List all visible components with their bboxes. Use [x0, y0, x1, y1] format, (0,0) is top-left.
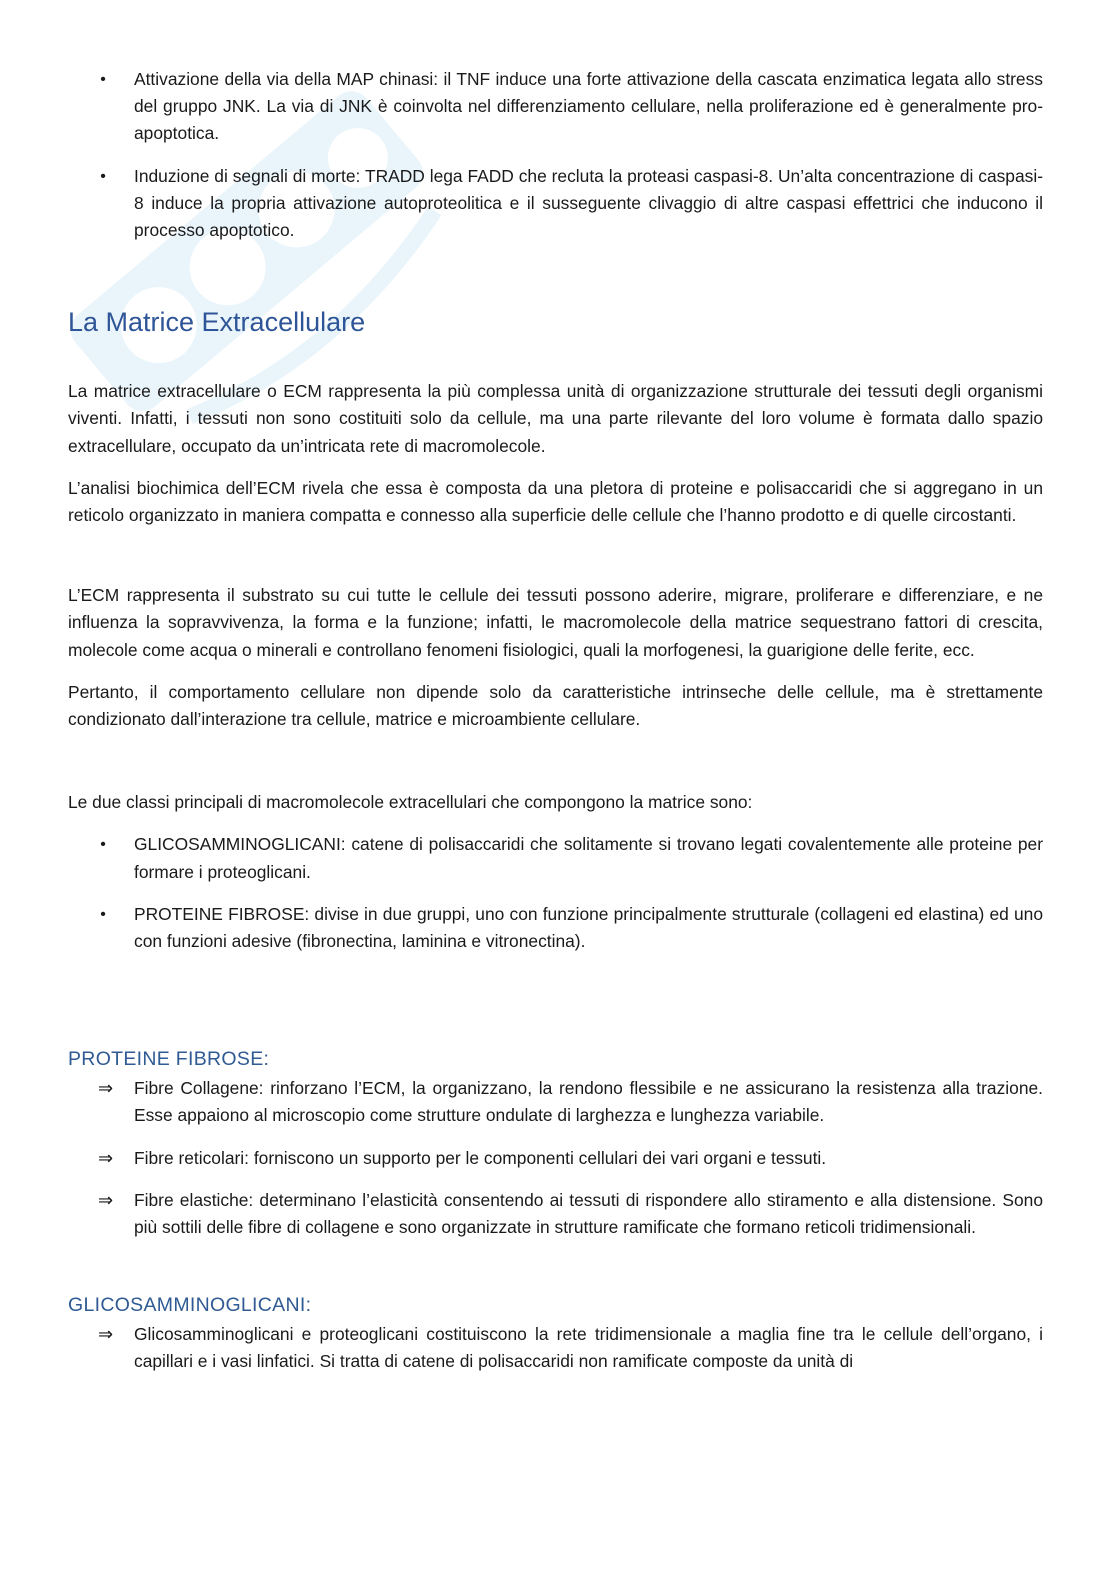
paragraph: L’ECM rappresenta il substrato su cui tutte le cellule dei tessuti possono aderire, migrare, proliferare e differenziare, e ne influenza la sopravvivenza, la forma e la funzione; infatti, le macromolecole della matrice sequestrano fattori di crescita, molecole come acqua o minerali e controllano fenomeni fisiologici, quali la morfogenesi, la guarigione delle ferite, ecc.	[68, 585, 1043, 660]
list-item-text: Attivazione della via della MAP chinasi: il TNF induce una forte attivazione della cascata enzimatica legata allo stress del gruppo JNK. La via di JNK è coinvolta nel differenziamento cellulare, nella proliferazione ed è generalmente pro-apoptotica.	[134, 69, 1043, 144]
top-bullet-list	[68, 66, 1043, 244]
list-item-text: GLICOSAMMINOGLICANI: catene di polisaccaridi che solitamente si trovano legati covalentemente alle proteine per formare i proteoglicani.	[134, 834, 1043, 882]
paragraph: Pertanto, il comportamento cellulare non dipende solo da caratteristiche intrinseche delle cellule, ma è strettamente condizionato dall’interazione tra cellule, matrice e microambiente cellulare.	[68, 681, 1043, 730]
arrow-icon: ⇒	[98, 1147, 114, 1168]
list-item	[68, 1075, 1043, 1129]
list-item	[68, 831, 1043, 885]
list-item-text: Fibre Collagene: rinforzano l’ECM, la organizzano, la rendono flessibile e ne assicurano la resistenza alla trazione. Esse appaiono al microscopio come strutture ondulate di larghezza e lunghezza variabile.	[134, 1078, 1043, 1126]
bullet-icon: •	[100, 836, 106, 854]
paragraph: L’analisi biochimica dell’ECM rivela che essa è composta da una pletora di proteine e polisaccaridi che si aggregano in un reticolo organizzato in maniera compatta e connesso alla superficie delle cellule che l’hanno prodotto e di quelle circostanti.	[68, 477, 1043, 526]
list-item	[68, 66, 1043, 148]
paragraph: La matrice extracellulare o ECM rappresenta la più complessa unità di organizzazione strutturale dei tessuti degli organismi viventi. Infatti, i tessuti non sono costituiti solo da cellule, ma una parte rilevante del loro volume è formata dallo spazio extracellulare, occupato da un’intricata rete di macromolecole.	[68, 381, 1043, 456]
bullet-icon: •	[100, 167, 106, 185]
list-item-text: PROTEINE FIBROSE: divise in due gruppi, uno con funzione principalmente strutturale (collageni ed elastina) ed uno con funzioni adesive (fibronectina, laminina e vitronectina).	[134, 903, 1043, 952]
list-item	[68, 901, 1043, 955]
subsection-title-glicos: GLICOSAMMINOGLICANI:	[68, 1294, 312, 1317]
classes-bullet-list	[68, 831, 1043, 955]
paragraph: Le due classi principali di macromolecole extracellulari che compongono la matrice sono:	[68, 792, 753, 813]
list-item	[68, 1321, 1043, 1375]
arrow-icon: ⇒	[98, 1078, 114, 1099]
glicos-list	[68, 1321, 1043, 1375]
list-item-text: Fibre reticolari: forniscono un supporto per le componenti cellulari dei vari organi e tessuti.	[134, 1147, 827, 1168]
list-item	[68, 1145, 1043, 1172]
list-item-text: Induzione di segnali di morte: TRADD lega FADD che recluta la proteasi caspasi-8. Un’alta concentrazione di caspasi-8 induce la propria attivazione autoproteolitica e il susseguente clivaggio di altre caspasi effettrici che inducono il processo apoptotico.	[134, 165, 1043, 241]
bullet-icon: •	[100, 71, 106, 88]
list-item-text: Glicosamminoglicani e proteoglicani costituiscono la rete tridimensionale a maglia fine tra le cellule dell’organo, i capillari e i vasi linfatici. Si tratta di catene di polisaccaridi non ramificate composte da unità di	[134, 1324, 1043, 1372]
arrow-icon: ⇒	[98, 1324, 114, 1345]
list-item	[68, 163, 1043, 245]
bullet-icon: •	[100, 905, 106, 923]
list-item	[68, 1187, 1043, 1241]
list-item-text: Fibre elastiche: determinano l’elasticità consentendo ai tessuti di rispondere allo stiramento e alla distensione. Sono più sottili delle fibre di collagene e sono organizzate in strutture ramificate che formano reticoli tridimensionali.	[134, 1189, 1043, 1238]
section-title: La Matrice Extracellulare	[68, 307, 366, 338]
arrow-icon: ⇒	[98, 1189, 114, 1210]
document-page	[68, 66, 1043, 1391]
subsection-title-fibrose: PROTEINE FIBROSE:	[68, 1048, 270, 1071]
fibrose-list	[68, 1075, 1043, 1241]
